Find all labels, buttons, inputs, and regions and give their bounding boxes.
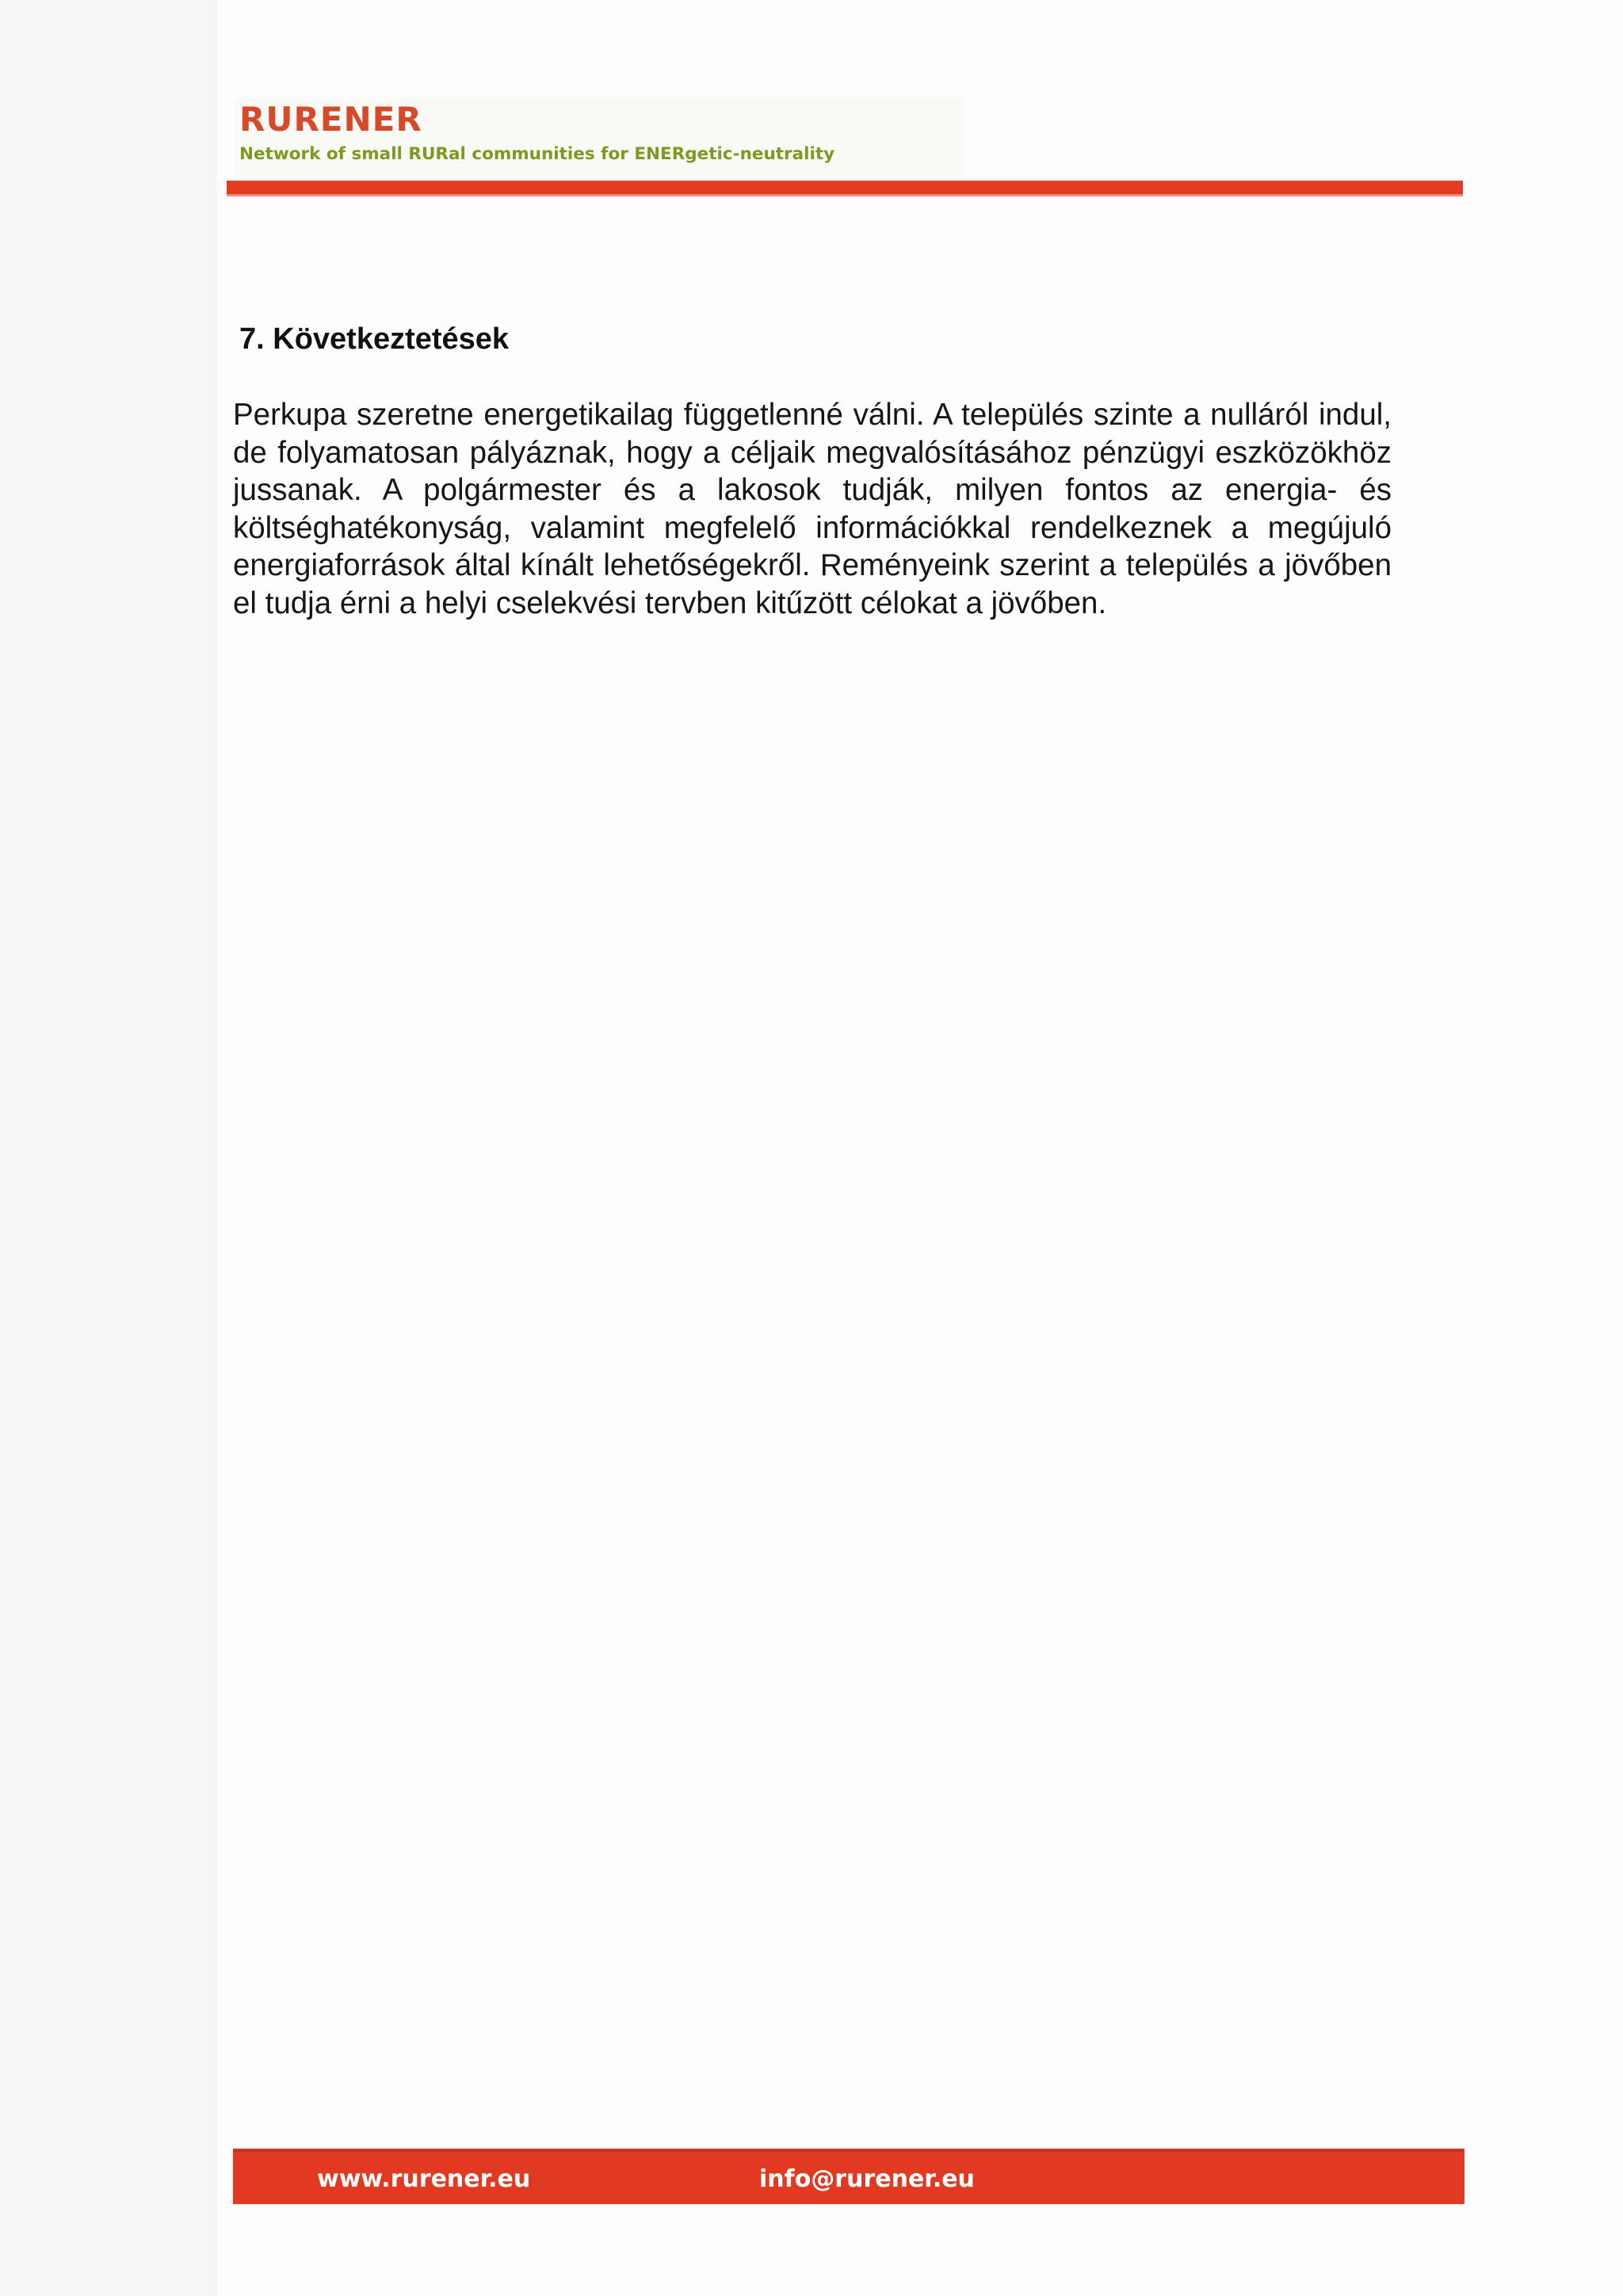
footer-website-link[interactable]: www.rurener.eu (317, 2165, 531, 2193)
section-body-paragraph: Perkupa szeretne energetikailag függetlenné válni. A település szinte a nulláról indul, de folyamatosan pályáznak, hogy a céljaik megvalósításához pénzügyi eszközökhöz jussanak. A polgármester és a lakosok tudják, milyen fontos az energia- és költséghatékonyság, valamint megfelelő információkkal rendelkeznek a megújuló energiaforrások által kínált lehetőségekről. Reményeink szerint a település a jövőben el tudja érni a helyi cselekvési tervben kitűzött célokat a jövőben. (233, 398, 1392, 620)
header-divider-bar (227, 181, 1463, 196)
brand-tagline: Network of small RURal communities for ENERgetic-neutrality (239, 144, 835, 164)
footer-email-link[interactable]: info@rurener.eu (759, 2165, 975, 2193)
section-heading: 7. Következtetések (239, 322, 510, 356)
brand-title: RURENER (239, 100, 422, 139)
